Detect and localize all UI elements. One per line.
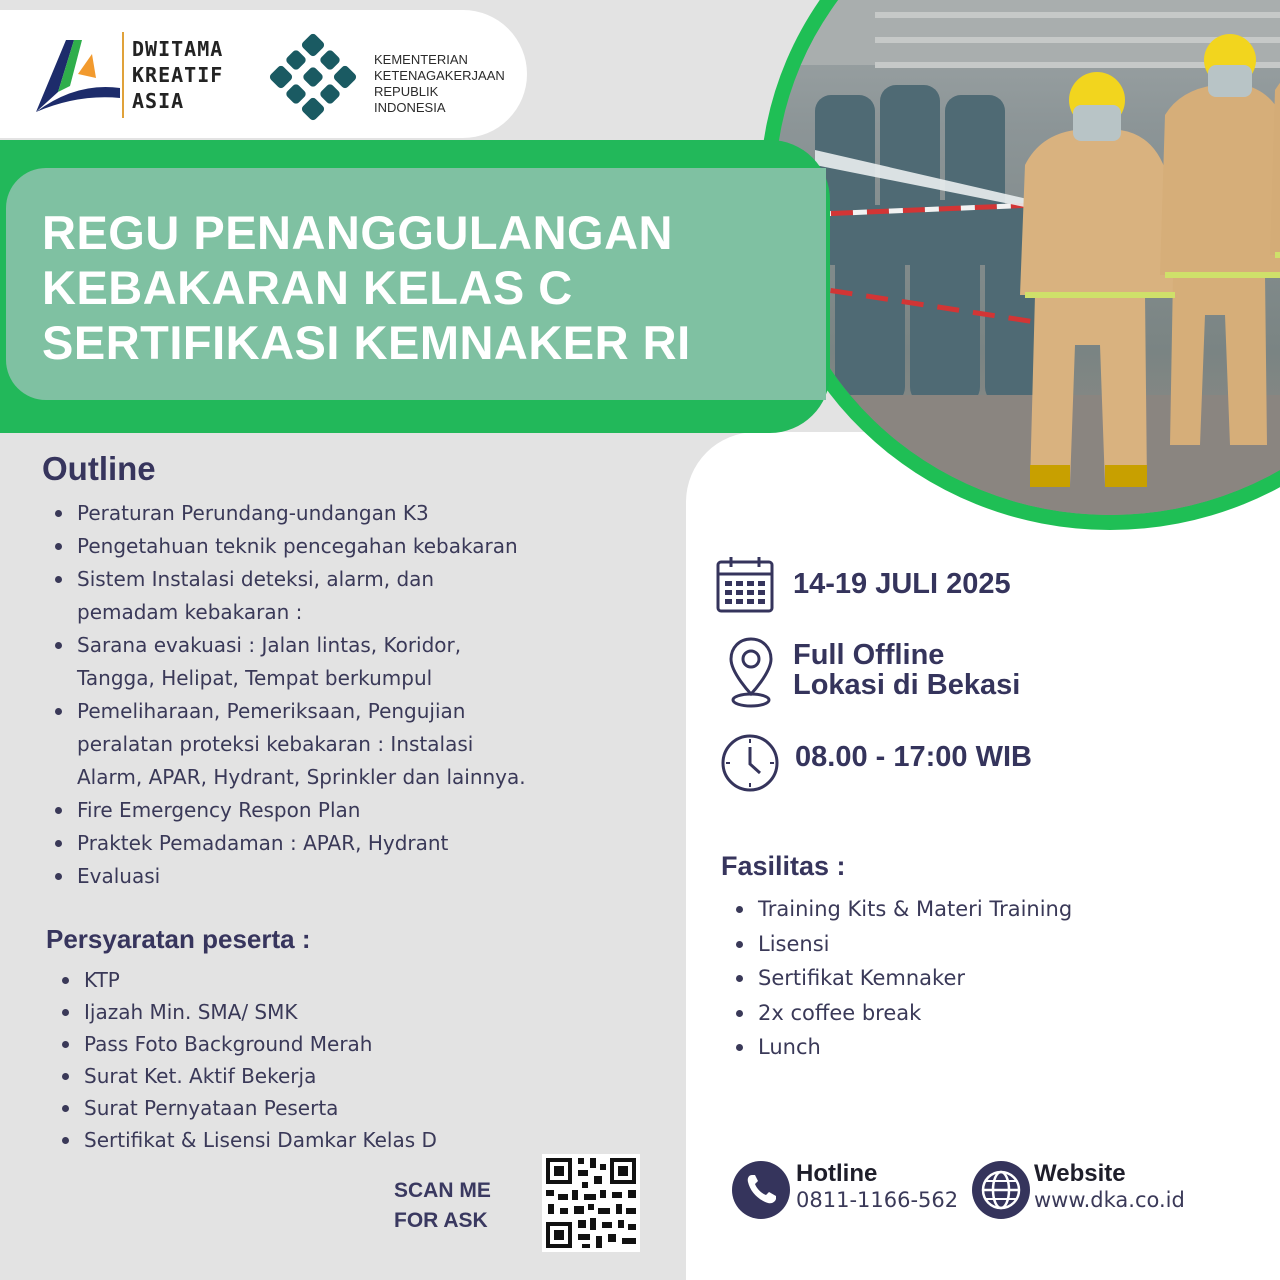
qr-code-icon: [542, 1154, 640, 1252]
outline-item: Evaluasi: [77, 860, 637, 893]
facility-item: Lunch: [758, 1030, 1238, 1065]
website-url[interactable]: www.dka.co.id: [1034, 1188, 1185, 1212]
location-line-2: Lokasi di Bekasi: [793, 669, 1021, 701]
title-line-1: REGU PENANGGULANGAN: [42, 206, 673, 259]
scan-prompt: [394, 1176, 491, 1236]
website-label: Website: [1034, 1160, 1126, 1187]
calendar-icon: [716, 555, 774, 613]
facilities-list: [758, 892, 1238, 1065]
ministry-line-2: KETENAGAKERJAAN: [374, 68, 505, 83]
facility-item: Training Kits & Materi Training: [758, 892, 1238, 927]
requirement-item: Sertifikat & Lisensi Damkar Kelas D: [84, 1124, 604, 1156]
clock-icon: [720, 733, 780, 793]
page-title: [42, 205, 802, 370]
outline-heading: Outline: [42, 450, 156, 487]
outline-item: Fire Emergency Respon Plan: [77, 794, 637, 827]
logo-divider: [122, 32, 124, 118]
website-button[interactable]: [972, 1161, 1030, 1219]
hotline-button[interactable]: [732, 1161, 790, 1219]
event-time: 08.00 - 17:00 WIB: [795, 741, 1032, 773]
brand-line-2: KREATIF: [132, 63, 224, 87]
facility-item: Sertifikat Kemnaker: [758, 961, 1238, 996]
brand-line-1: DWITAMA: [132, 37, 224, 61]
brand-line-3: ASIA: [132, 89, 185, 113]
outline-item: Sarana evakuasi : Jalan lintas, Koridor, Tangga, Helipat, Tempat berkumpul: [77, 629, 497, 695]
ministry-name: [374, 52, 505, 116]
phone-icon: [732, 1161, 790, 1219]
location-pin-icon: [727, 636, 775, 710]
facilities-heading: Fasilitas :: [721, 851, 846, 881]
outline-item: Pengetahuan teknik pencegahan kebakaran: [77, 530, 637, 563]
qr-code[interactable]: [542, 1154, 640, 1252]
requirement-item: KTP: [84, 964, 604, 996]
outline-item: Praktek Pemadaman : APAR, Hydrant: [77, 827, 637, 860]
requirement-item: Surat Ket. Aktif Bekerja: [84, 1060, 604, 1092]
location-line-1: Full Offline: [793, 639, 945, 671]
facility-item: 2x coffee break: [758, 996, 1238, 1031]
event-location: [793, 640, 1020, 700]
outline-item: Peraturan Perundang-undangan K3: [77, 497, 637, 530]
dwitama-logo-icon: [36, 36, 120, 112]
kemnaker-logo-icon: [268, 32, 358, 122]
hotline-number[interactable]: 0811-1166-562: [796, 1188, 959, 1212]
event-date: 14-19 JULI 2025: [793, 568, 1011, 600]
ministry-line-1: KEMENTERIAN: [374, 52, 468, 67]
requirements-heading: Persyaratan peserta :: [46, 924, 311, 954]
outline-list: [77, 497, 637, 893]
outline-item: Sistem Instalasi deteksi, alarm, dan pemadam kebakaran :: [77, 563, 497, 629]
ministry-line-4: INDONESIA: [374, 100, 446, 115]
requirement-item: Pass Foto Background Merah: [84, 1028, 604, 1060]
ministry-line-3: REPUBLIK: [374, 84, 439, 99]
scan-line-2: FOR ASK: [394, 1209, 488, 1232]
dwitama-brand-name: [132, 36, 223, 114]
requirement-item: Ijazah Min. SMA/ SMK: [84, 996, 604, 1028]
hotline-label: Hotline: [796, 1160, 878, 1187]
facility-item: Lisensi: [758, 927, 1238, 962]
requirements-list: [84, 964, 604, 1156]
title-line-2: KEBAKARAN KELAS C: [42, 261, 573, 314]
logo-header: [0, 10, 527, 138]
globe-icon: [972, 1161, 1030, 1219]
outline-item: Pemeliharaan, Pemeriksaan, Pengujian peralatan proteksi kebakaran : Instalasi Alarm, APAR, Hydrant, Sprinkler dan lainnya.: [77, 695, 537, 794]
requirement-item: Surat Pernyataan Peserta: [84, 1092, 604, 1124]
scan-line-1: SCAN ME: [394, 1179, 491, 1202]
title-line-3: SERTIFIKASI KEMNAKER RI: [42, 316, 691, 369]
